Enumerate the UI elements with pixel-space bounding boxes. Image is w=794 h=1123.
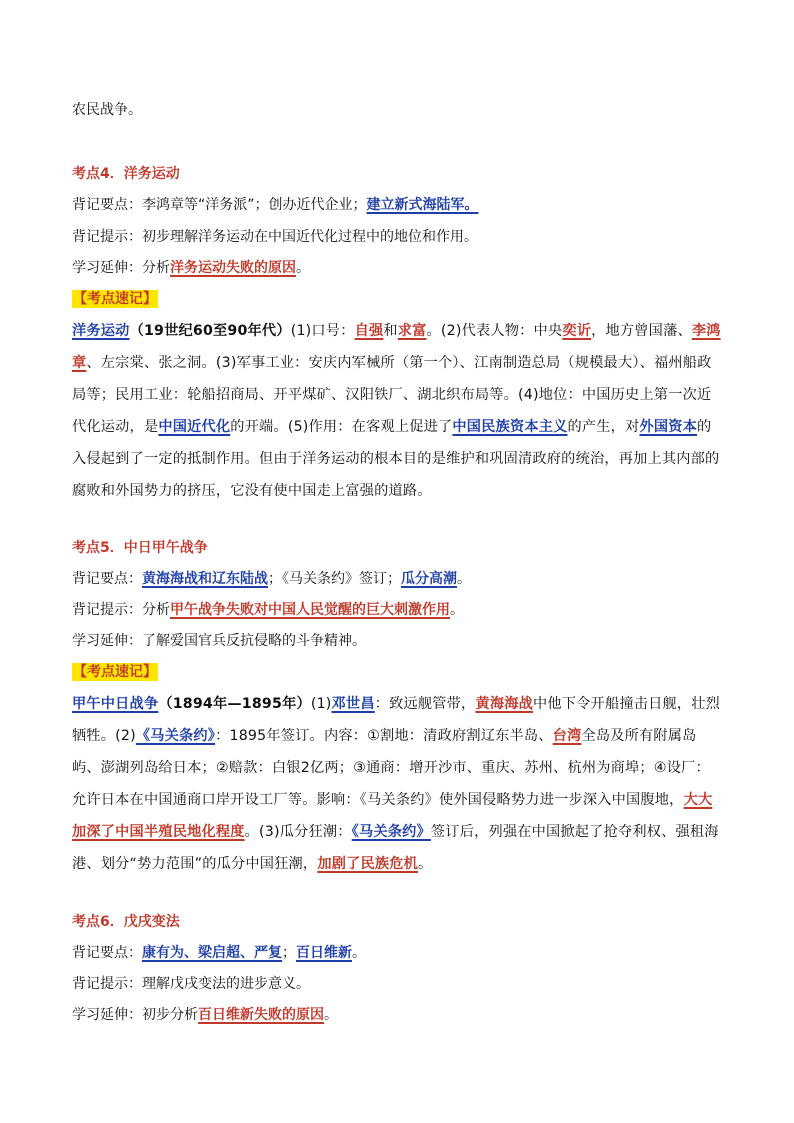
section-5-memo [72, 688, 724, 880]
section-4-heading: 考点4．洋务运动 [72, 166, 180, 182]
section-5-points [72, 569, 724, 589]
intro-text: 农民战争。 [72, 102, 142, 118]
key-term: 洋务运动失败的原因 [170, 260, 296, 276]
memo-tag: 【考点速记】 [73, 664, 157, 680]
memo-text: 全岛及所有附属岛屿、澎湖列岛给日本；②赔款：白银2亿两；③通商：增开沙市、重庆、苏州、杭州为商埠；④设厂：允许日本在中国通商口岸开设工厂等。影响：《马关条约》使外国侵略势力进一步深入中国腹地， [72, 728, 710, 808]
points-text: 李鸿章等“洋务派”；创办近代企业； [142, 197, 367, 213]
key-term: 外国资本 [639, 419, 698, 435]
extension-text: 。 [296, 260, 310, 276]
key-term: 中国近代化 [158, 419, 231, 435]
tips-label: 背记提示： [72, 602, 142, 618]
memo-text: 。(2)代表人物：中央 [426, 323, 563, 339]
tips-label: 背记提示： [72, 976, 142, 992]
extension-text: 分析 [142, 260, 170, 276]
memo-text: 的产生，对 [567, 419, 640, 435]
tips-text: 。 [450, 602, 464, 618]
memo-text: 、左宗棠、张之洞。(3)军事工业：安庆内军械所（第一个）、江南制造总局（规模最大）、福州船政局等；民用工业：轮船招商局、开平煤矿、汉阳铁厂、湖北织布局等。(4)地位：中国历史上第一次近代化运动，是 [72, 355, 712, 435]
tips-text: 初步理解洋务运动在中国近代化过程中的地位和作用。 [142, 229, 478, 245]
points-label: 背记要点： [72, 945, 142, 961]
tips-text: 理解戊戌变法的进步意义。 [142, 976, 310, 992]
section-4-memo [72, 315, 724, 507]
key-term: 台湾 [552, 728, 582, 744]
tips-label: 背记提示： [72, 229, 142, 245]
memo-text: (1)口号： [290, 323, 355, 339]
key-term: 洋务运动 [72, 323, 130, 339]
memo-bold: （1894年—1895年） [158, 696, 311, 712]
memo-tag: 【考点速记】 [73, 291, 157, 307]
key-term: 大大加深了中国半殖民地化程度 [72, 792, 713, 840]
points-text: 。 [457, 571, 471, 587]
section-5-heading: 考点5．中日甲午战争 [72, 540, 208, 556]
key-term: 《马关条约》 [351, 824, 431, 840]
key-term: 奕䜣 [562, 323, 592, 339]
memo-text: ：1895年签订。内容：①割地：清政府割辽东半岛、 [215, 728, 553, 744]
points-text: ； [282, 945, 296, 961]
key-term: 《马关条约》 [135, 728, 216, 744]
key-term: 黄海海战 [475, 696, 533, 712]
points-label: 背记要点： [72, 197, 142, 213]
extension-label: 学习延伸： [72, 260, 142, 276]
key-term: 求富 [397, 323, 427, 339]
tips-text: 分析 [142, 602, 170, 618]
key-term: 自强 [354, 323, 384, 339]
memo-text: 。 [418, 856, 433, 872]
memo-text: ，地方曾国藩、 [591, 323, 692, 339]
section-5-extension [72, 631, 724, 651]
memo-text: ：致远舰管带， [374, 696, 476, 712]
key-term: 李鸿章 [72, 323, 721, 371]
section-4-points [72, 195, 724, 215]
memo-bold: （19世纪60至90年代） [129, 323, 291, 339]
memo-text: 。(3)瓜分狂潮： [244, 824, 352, 840]
extension-text: 初步分析 [142, 1007, 198, 1023]
key-term: 建立新式海陆军。 [366, 197, 479, 213]
section-5-tag [72, 662, 724, 682]
key-term: 加剧了民族危机 [317, 856, 419, 872]
key-term: 中国民族资本主义 [452, 419, 568, 435]
key-term: 甲午中日战争 [72, 696, 159, 712]
key-term: 邓世昌 [331, 696, 375, 712]
memo-text: 的开端。(5)作用：在客观上促进了 [230, 419, 453, 435]
section-6-points [72, 943, 724, 963]
key-term: 甲午战争失败对中国人民觉醒的巨大刺激作用 [170, 602, 450, 618]
memo-text: 和 [383, 323, 398, 339]
section-6-tips [72, 974, 724, 994]
memo-text: 签订后，列强在中国掀起了抢夺利权、强租海港、划分“势力范围”的瓜分中国狂潮， [72, 824, 719, 872]
memo-text: (1) [310, 696, 332, 712]
extension-text: 了解爱国官兵反抗侵略的斗争精神。 [142, 633, 366, 649]
points-text: ；《马关条约》签订； [268, 571, 401, 587]
key-term: 瓜分高潮 [401, 571, 457, 587]
section-6-heading: 考点6．戊戌变法 [72, 914, 180, 930]
memo-text: 的入侵起到了一定的抵制作用。但由于洋务运动的根本目的是维护和巩固清政府的统治，再加上其内部的腐败和外国势力的挤压，它没有使中国走上富强的道路。 [72, 419, 720, 499]
section-4-tag [72, 289, 724, 309]
section-6-extension [72, 1005, 724, 1025]
section-4-extension [72, 258, 724, 278]
key-term: 康有为、梁启超、严复 [142, 945, 282, 961]
points-text: 。 [352, 945, 366, 961]
key-term: 百日维新 [296, 945, 352, 961]
extension-text: 。 [324, 1007, 338, 1023]
extension-label: 学习延伸： [72, 633, 142, 649]
key-term: 黄海海战和辽东陆战 [142, 571, 268, 587]
section-4-tips [72, 227, 724, 247]
points-label: 背记要点： [72, 571, 142, 587]
extension-label: 学习延伸： [72, 1007, 142, 1023]
key-term: 百日维新失败的原因 [198, 1007, 324, 1023]
section-5-tips [72, 600, 724, 620]
memo-text: 中他下令开船撞击日舰，壮烈牺牲。(2) [72, 696, 721, 744]
